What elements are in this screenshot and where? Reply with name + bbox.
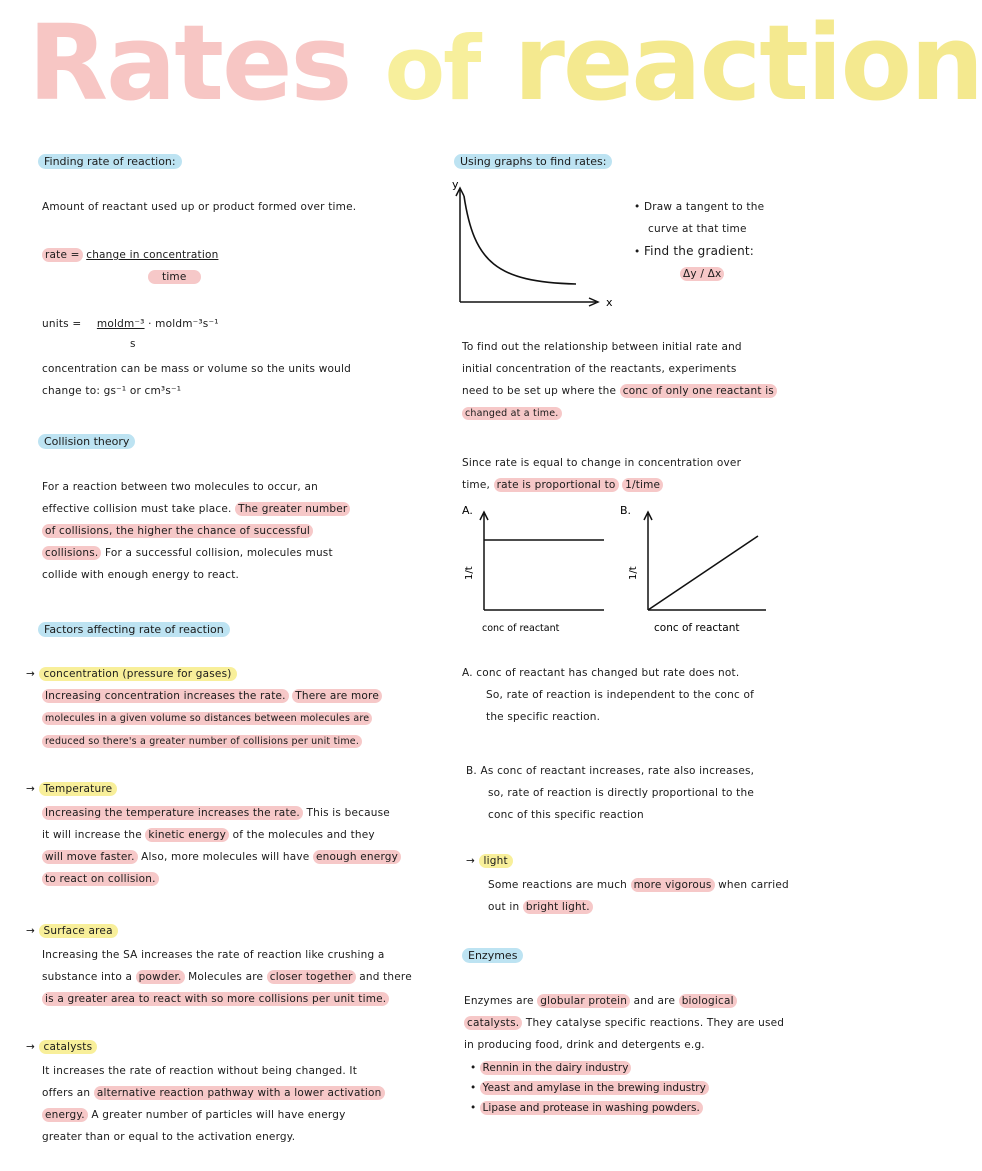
bullet-icon: •	[470, 1062, 477, 1074]
units-formula: units = moldm⁻³ · moldm⁻³s⁻¹	[42, 318, 219, 330]
concentration-heading: → concentration (pressure for gases)	[26, 663, 237, 685]
rate-curve-graph	[446, 172, 626, 312]
units-note-line1: concentration can be mass or volume so the units would	[42, 363, 351, 375]
collision-heading: Collision theory	[38, 430, 135, 449]
since-text: Since rate is equal to change in concentration over time, rate is proportional to 1/time	[462, 457, 742, 491]
enzymes-list	[470, 1058, 820, 1118]
title-word-reaction: reaction	[513, 2, 982, 124]
list-item: • Lipase and protease in washing powders.	[470, 1098, 820, 1118]
collision-text: For a reaction between two molecules to occur, an effective collision must take place. The greater number of collisions, the higher the chance of successful collisions. For a successful collision, molecules must collide with enough energy to react.	[42, 476, 442, 586]
factors-heading: Factors affecting rate of reaction	[38, 618, 230, 637]
rate-definition: Amount of reactant used up or product formed over time.	[42, 201, 357, 213]
graphs-heading: Using graphs to find rates:	[454, 150, 612, 169]
enzymes-text: Enzymes are globular protein and are biological catalysts. They catalyse specific reactions. They are used in producing food, drink and detergents e.g.	[464, 995, 785, 1051]
arrow-icon: →	[26, 783, 35, 795]
decay-curve	[464, 196, 576, 284]
light-heading: → light	[466, 850, 513, 872]
rate-formula-denominator: time	[148, 266, 201, 288]
surface-text: Increasing the SA increases the rate of reaction like crushing a substance into a powder. Molecules are closer together and there is a greater area to react with so more collisions per unit time.	[42, 949, 412, 1005]
page-title	[28, 2, 982, 124]
graph-b-proportional-line	[648, 536, 758, 610]
graph-a-label: A.	[462, 504, 473, 517]
graph-x-label: x	[606, 296, 613, 309]
arrow-icon: →	[466, 855, 475, 867]
bullet-icon: •	[634, 201, 641, 213]
catalysts-text: It increases the rate of reaction without being changed. It offers an alternative reaction pathway with a lower activation energy. A greater number of particles will have energy greater than or equal to the activation energy.	[42, 1060, 452, 1148]
light-text: Some reactions are much more vigorous when carried out in bright light.	[488, 879, 789, 913]
units-note-line2: change to: gs⁻¹ or cm³s⁻¹	[42, 385, 182, 397]
temperature-text: Increasing the temperature increases the rate. This is because it will increase the kinetic energy of the molecules and they will move faster. Also, more molecules will have enough energy to react on collision.	[42, 802, 452, 890]
temperature-heading: → Temperature	[26, 778, 117, 800]
bullet-icon: •	[634, 246, 641, 258]
graph-a	[452, 500, 622, 640]
graph-b-y-label: 1/t	[628, 566, 639, 580]
graph-a-x-label: conc of reactant	[482, 623, 560, 634]
title-word-of: of	[384, 17, 480, 120]
arrow-icon: →	[26, 925, 35, 937]
graph-b-x-label: conc of reactant	[654, 622, 740, 634]
title-word-rates: Rates	[28, 2, 351, 124]
bullet-icon: •	[470, 1102, 477, 1114]
catalysts-heading: → catalysts	[26, 1036, 97, 1058]
rate-formula: rate = change in concentration	[42, 244, 218, 266]
bullet-icon: •	[470, 1082, 477, 1094]
enzymes-heading: Enzymes	[462, 944, 523, 963]
list-item: • Yeast and amylase in the brewing industry	[470, 1078, 820, 1098]
surface-heading: → Surface area	[26, 920, 118, 942]
arrow-icon: →	[26, 1041, 35, 1053]
note-a: A. conc of reactant has changed but rate does not. So, rate of reaction is independent to the conc of the specific reaction.	[462, 667, 755, 723]
graph-y-label: y	[452, 178, 459, 191]
concentration-text: Increasing concentration increases the rate. There are more molecules in a given volume so distances between molecules are reduced so there's a greater number of collisions per unit time.	[42, 685, 442, 753]
units-denominator: s	[130, 338, 136, 350]
note-b: B. As conc of reactant increases, rate also increases, so, rate of reaction is directly proportional to the conc of this specific reaction	[466, 765, 755, 821]
graph-b-label: B.	[620, 504, 632, 517]
graph-a-y-label: 1/t	[464, 566, 475, 580]
list-item: • Rennin in the dairy industry	[470, 1058, 820, 1078]
graph-b	[616, 500, 786, 640]
initial-rate-text: To find out the relationship between initial rate and initial concentration of the reactants, experiments need to be set up where the conc of only one reactant is changed at a time.	[462, 336, 822, 425]
finding-heading: Finding rate of reaction:	[38, 150, 182, 169]
arrow-icon: →	[26, 668, 35, 680]
graph-instructions: • Draw a tangent to the curve at that time • Find the gradient: Δy / Δx	[634, 201, 765, 280]
